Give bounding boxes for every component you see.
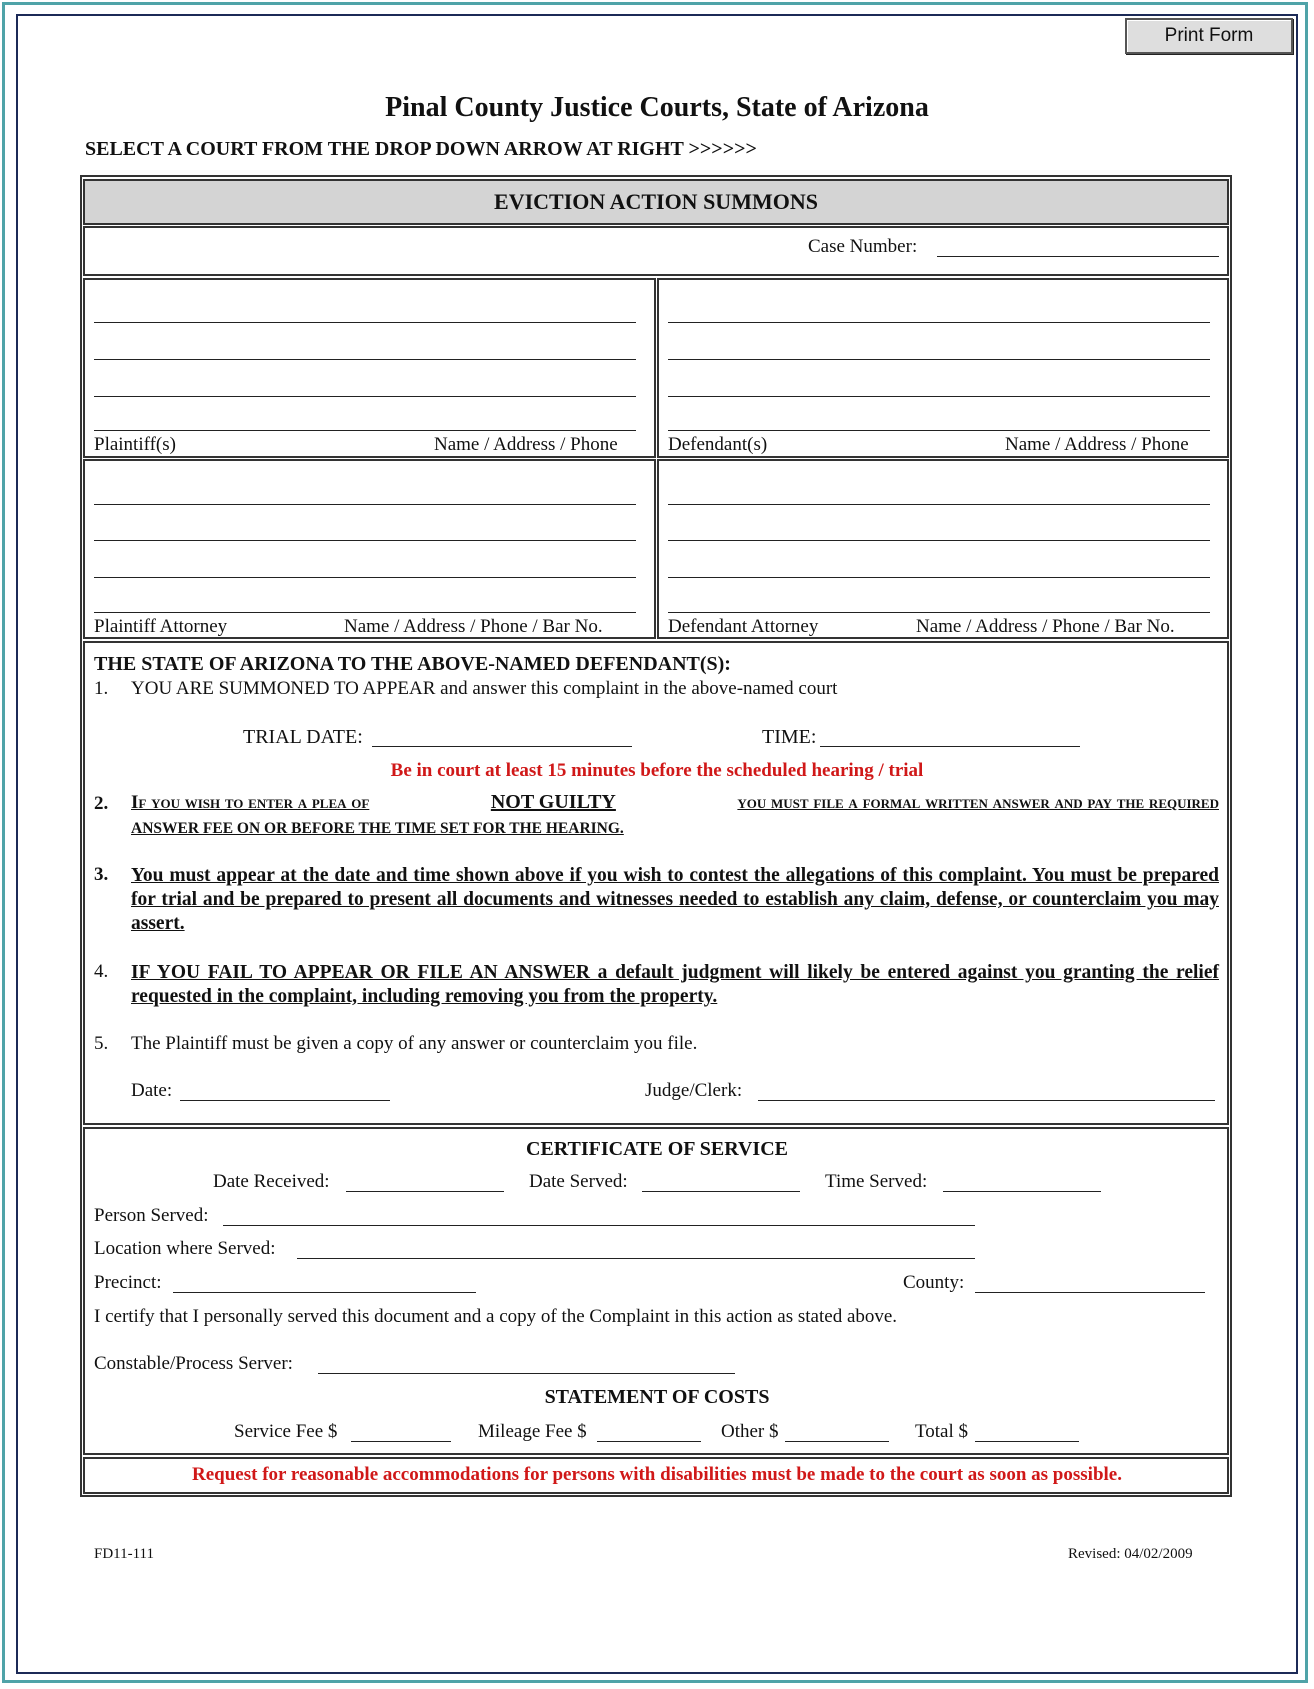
judge-clerk-field[interactable] xyxy=(758,1100,1215,1101)
trial-date-label: TRIAL DATE: xyxy=(243,726,363,748)
item3-text: You must appear at the date and time shown above if you wish to contest the allegations of this complaint. You must be prepared for trial and be prepared to present all documents and witnesses needed to establish any claim, defense, or counterclaim you may assert. xyxy=(131,865,1219,934)
time-served-field[interactable] xyxy=(943,1191,1101,1192)
mileage-fee-label: Mileage Fee $ xyxy=(478,1421,587,1442)
plaintiff-attorney-line-3[interactable] xyxy=(94,577,636,578)
location-served-label: Location where Served: xyxy=(94,1238,276,1259)
certificate-heading: CERTIFICATE OF SERVICE xyxy=(526,1138,788,1160)
item1-text: YOU ARE SUMMONED TO APPEAR and answer this complaint in the above-named court xyxy=(131,678,838,699)
plaintiff-line-4[interactable] xyxy=(94,430,636,431)
item2-line1 xyxy=(131,791,1219,814)
summons-heading: THE STATE OF ARIZONA TO THE ABOVE-NAMED DEFENDANT(S): xyxy=(94,653,731,675)
defendant-line-1[interactable] xyxy=(668,322,1210,323)
total-field[interactable] xyxy=(975,1441,1079,1442)
costs-heading: STATEMENT OF COSTS xyxy=(544,1386,770,1408)
item2-part2: you must file a formal written answer and pay the required xyxy=(737,792,1219,813)
date-received-label: Date Received: xyxy=(213,1171,330,1192)
defendant-attorney-label: Defendant Attorney xyxy=(668,616,819,637)
location-served-field[interactable] xyxy=(297,1258,975,1259)
plaintiff-line-2[interactable] xyxy=(94,359,636,360)
defendant-box xyxy=(657,278,1229,458)
date-label: Date: xyxy=(131,1080,173,1101)
plaintiff-attorney-line-2[interactable] xyxy=(94,540,636,541)
precinct-field[interactable] xyxy=(173,1292,476,1293)
constable-label: Constable/Process Server: xyxy=(94,1353,293,1374)
case-number-row xyxy=(83,226,1229,276)
precinct-label: Precinct: xyxy=(94,1272,162,1293)
date-received-field[interactable] xyxy=(346,1191,504,1192)
plaintiff-attorney-line-4[interactable] xyxy=(94,612,636,613)
county-label: County: xyxy=(903,1272,965,1293)
time-served-label: Time Served: xyxy=(825,1171,928,1192)
item5-number: 5. xyxy=(94,1033,109,1054)
plaintiff-line-1[interactable] xyxy=(94,322,636,323)
accommodation-notice: Request for reasonable accommodations for persons with disabilities must be made to the court as soon as possible. xyxy=(192,1464,1122,1485)
arrival-warning: Be in court at least 15 minutes before the scheduled hearing / trial xyxy=(390,760,924,781)
form-heading xyxy=(83,179,1229,225)
county-field[interactable] xyxy=(975,1292,1205,1293)
plaintiff-attorney-label: Plaintiff Attorney xyxy=(94,616,228,637)
service-fee-label: Service Fee $ xyxy=(234,1421,338,1442)
item2-line2: ANSWER FEE ON OR BEFORE THE TIME SET FOR THE HEARING. xyxy=(131,820,624,837)
other-label: Other $ xyxy=(721,1421,779,1442)
defendant-attorney-line-1[interactable] xyxy=(668,504,1210,505)
time-field[interactable] xyxy=(820,746,1080,747)
page-title: Pinal County Justice Courts, State of Arizona xyxy=(385,92,929,123)
item3-number: 3. xyxy=(94,864,109,885)
plaintiff-attorney-line-1[interactable] xyxy=(94,504,636,505)
item2-not-guilty: NOT GUILTY xyxy=(490,791,616,813)
item1-number: 1. xyxy=(94,678,109,699)
defendant-label: Defendant(s) xyxy=(668,434,768,455)
item5-text: The Plaintiff must be given a copy of any answer or counterclaim you file. xyxy=(131,1033,698,1054)
item2-part1: If you wish to enter a plea of xyxy=(131,792,370,813)
defendant-line-2[interactable] xyxy=(668,359,1210,360)
revised-date: Revised: 04/02/2009 xyxy=(1068,1546,1193,1562)
plaintiff-line-3[interactable] xyxy=(94,396,636,397)
person-served-label: Person Served: xyxy=(94,1205,209,1226)
date-field[interactable] xyxy=(180,1100,390,1101)
case-number-field[interactable] xyxy=(937,256,1219,257)
service-fee-field[interactable] xyxy=(351,1441,451,1442)
mileage-fee-field[interactable] xyxy=(597,1441,701,1442)
constable-field[interactable] xyxy=(318,1373,735,1374)
item4-text: IF YOU FAIL TO APPEAR OR FILE AN ANSWER a default judgment will likely be entered against you granting the relief requested in the complaint, including removing you from the property. xyxy=(131,962,1219,1007)
select-court-instruction: SELECT A COURT FROM THE DROP DOWN ARROW AT RIGHT >>>>>> xyxy=(85,138,757,160)
defendant-attorney-line-3[interactable] xyxy=(668,577,1210,578)
form-id: FD11-111 xyxy=(94,1546,154,1562)
print-form-button[interactable]: Print Form xyxy=(1125,18,1293,54)
certify-statement: I certify that I personally served this document and a copy of the Complaint in this action as stated above. xyxy=(94,1306,898,1327)
plaintiff-label: Plaintiff(s) xyxy=(94,434,176,455)
defendant-line-3[interactable] xyxy=(668,396,1210,397)
case-number-label: Case Number: xyxy=(808,236,918,257)
defendant-attorney-line-2[interactable] xyxy=(668,540,1210,541)
person-served-field[interactable] xyxy=(223,1225,975,1226)
item2-number: 2. xyxy=(94,793,109,814)
defendant-line-4[interactable] xyxy=(668,430,1210,431)
form-heading-text: EVICTION ACTION SUMMONS xyxy=(494,189,818,214)
plaintiff-box xyxy=(83,278,656,458)
item4-number: 4. xyxy=(94,961,109,982)
defendant-attorney-line-4[interactable] xyxy=(668,612,1210,613)
trial-date-field[interactable] xyxy=(372,746,632,747)
plaintiff-attorney-hint: Name / Address / Phone / Bar No. xyxy=(344,616,603,637)
other-field[interactable] xyxy=(785,1441,889,1442)
plaintiff-hint: Name / Address / Phone xyxy=(434,434,618,455)
total-label: Total $ xyxy=(915,1421,969,1442)
defendant-hint: Name / Address / Phone xyxy=(1005,434,1189,455)
time-label: TIME: xyxy=(762,726,817,748)
date-served-label: Date Served: xyxy=(529,1171,628,1192)
date-served-field[interactable] xyxy=(642,1191,800,1192)
defendant-attorney-hint: Name / Address / Phone / Bar No. xyxy=(916,616,1175,637)
judge-clerk-label: Judge/Clerk: xyxy=(645,1080,743,1101)
